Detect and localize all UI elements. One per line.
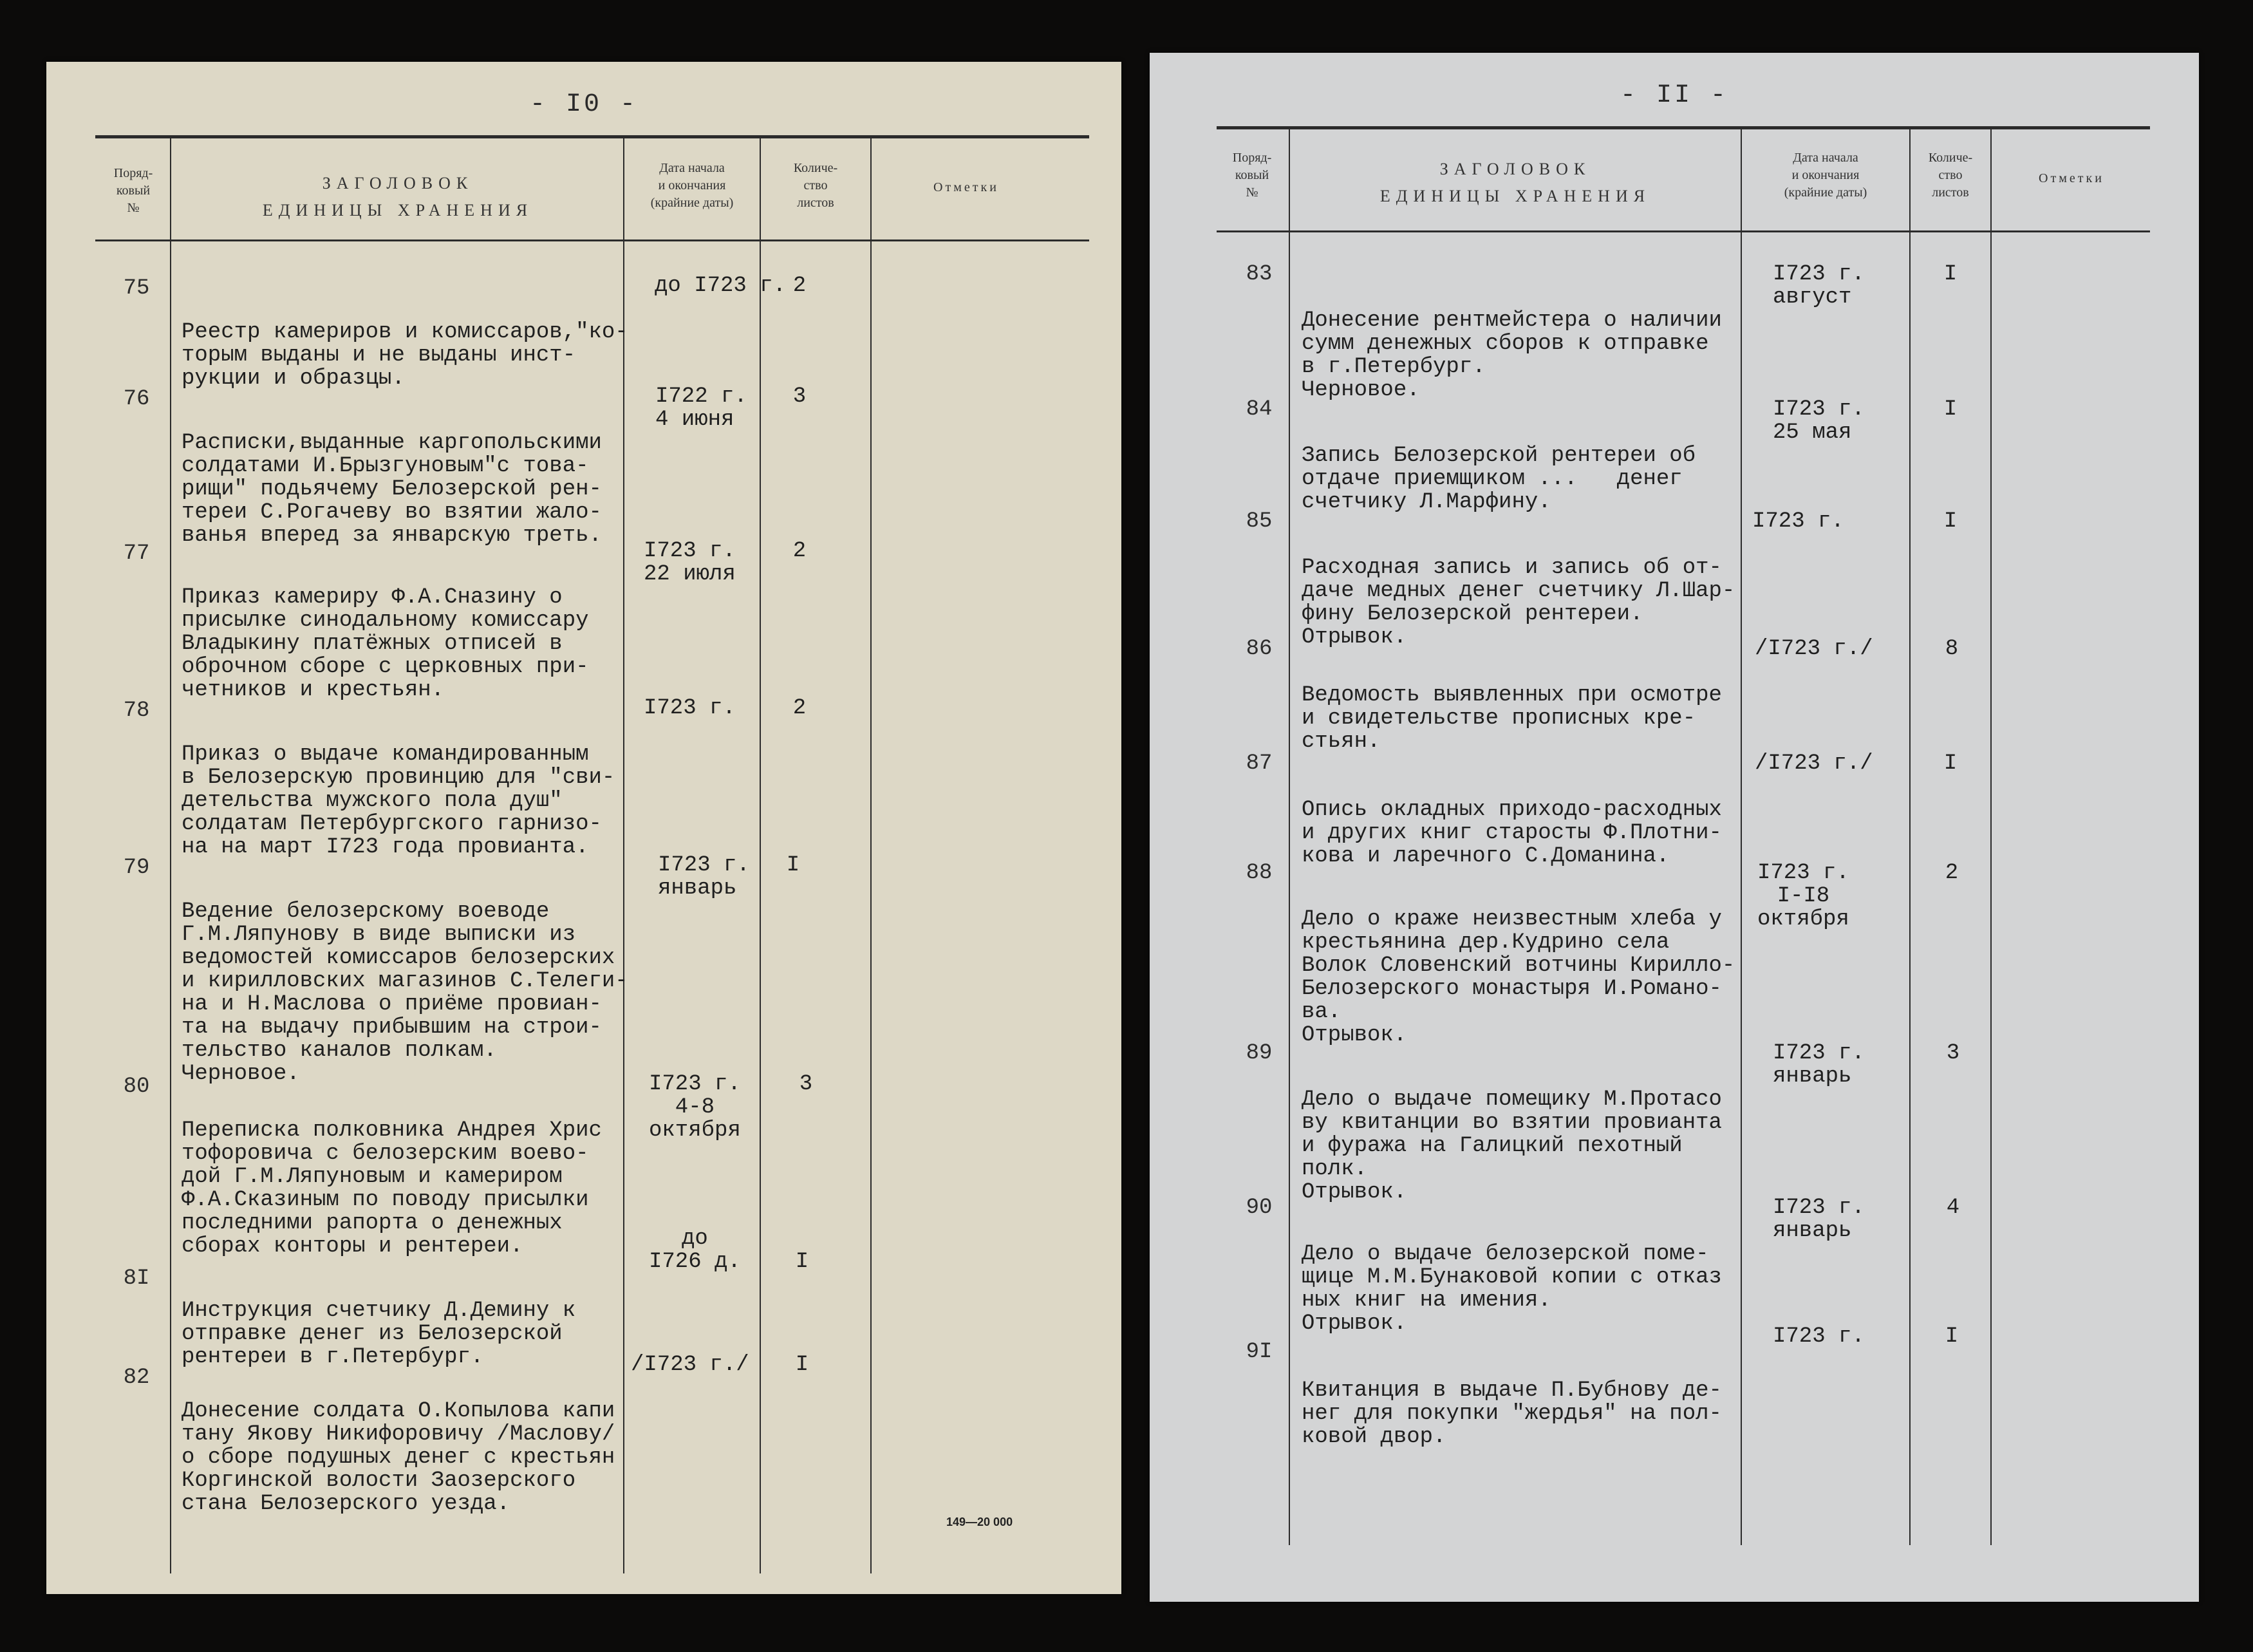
- row-dates: I723 г. январь: [1773, 1196, 1865, 1243]
- row-title: Приказ камериру Ф.А.Сназину о присылке синодальному комиссару Владыкину платёжных отписей в оброчном сборе с церковных при- четников и крестьян.: [182, 585, 589, 702]
- row-number: 90: [1246, 1196, 1273, 1220]
- row-number: 75: [123, 276, 150, 301]
- row-title: Донесение рентмейстера о наличии сумм денежных сборов к отправке в г.Петербург. Черновое.: [1302, 308, 1722, 402]
- row-sheet-count: I: [1943, 262, 1958, 286]
- row-sheet-count: 3: [799, 1072, 813, 1096]
- row-dates: I723 г.: [1752, 509, 1844, 534]
- row-sheet-count: I: [1943, 509, 1958, 534]
- header-col-num: Поряд- ковый №: [1232, 151, 1272, 200]
- row-dates: I723 г. 25 мая: [1773, 397, 1865, 445]
- row-sheet-count: 3: [792, 384, 807, 409]
- header-col-notes: Отметки: [2039, 171, 2104, 185]
- row-title: Инструкция счетчику Д.Демину к отправке денег из Белозерской рентереи в г.Петербург.: [182, 1299, 576, 1369]
- page-11: [1150, 53, 2199, 1602]
- row-title: Донесение солдата О.Копылова капи тану Якову Никифоровичу /Маслову/ о сборе подушных денег с крестьян Коргинской волости Заозерского стана Белозерского уезда.: [182, 1399, 615, 1516]
- row-title: Дело о выдаче белозерской поме- щице М.М.Бунаковой копии с отказ ных книг на имения. Отрывок.: [1302, 1242, 1722, 1336]
- row-sheet-count: I: [1945, 1324, 1959, 1349]
- column-divider: [1741, 129, 1742, 1545]
- header-top-rule: [95, 135, 1089, 138]
- row-number: 87: [1246, 751, 1273, 776]
- header-bottom-rule: [95, 239, 1089, 241]
- row-number: 82: [123, 1366, 150, 1390]
- column-divider: [1990, 129, 1992, 1545]
- header-col-title: ЗАГОЛОВОК ЕДИНИЦЫ ХРАНЕНИЯ: [262, 174, 534, 220]
- row-title: Ведение белозерскому воеводе Г.М.Ляпунову в виде выписки из ведомостей комиссаров белозерских и кирилловских магазинов С.Телеги- на и Н.Маслова о приёме провиан- та на выдачу прибывшим на строи- тельство каналов полкам. Черновое.: [182, 899, 628, 1086]
- header-col-num: Поряд- ковый №: [113, 166, 153, 215]
- row-sheet-count: 2: [792, 696, 807, 720]
- page-number: - I0 -: [529, 90, 639, 119]
- row-title: Переписка полковника Андрея Хрис тофоровича с белозерским воево- дой Г.М.Ляпуновым и камериром Ф.А.Сказиным по поводу присылки последними рапорта о денежных сборах конторы и рентереи.: [182, 1118, 602, 1259]
- row-title: Квитанция в выдаче П.Бубнову де- нег для покупки "жердья" на пол- ковой двор.: [1302, 1378, 1722, 1449]
- row-number: 8I: [123, 1266, 150, 1291]
- page-10: [46, 62, 1121, 1594]
- row-dates: до I726 д.: [649, 1226, 741, 1274]
- row-sheet-count: 4: [1946, 1196, 1960, 1220]
- column-divider: [170, 138, 171, 1573]
- row-title: Приказ о выдаче командированным в Белозерскую провинцию для "сви- детельства мужского пола душ" солдатам Петербургского гарнизо- на на март I723 года провианта.: [182, 742, 615, 859]
- header-col-notes: Отметки: [933, 180, 999, 194]
- row-dates: /I723 г./: [1755, 637, 1873, 661]
- row-number: 89: [1246, 1041, 1273, 1065]
- row-title: Дело о выдаче помещику М.Протасо ву квитанции во взятии провианта и фуража на Галицкий пехотный полк. Отрывок.: [1302, 1087, 1722, 1205]
- row-dates: I723 г. август: [1773, 262, 1865, 310]
- row-sheet-count: I: [786, 853, 800, 878]
- header-bottom-rule: [1217, 230, 2150, 232]
- row-title: Реестр камериров и комиссаров,"ко- торым выданы и не выданы инст- рукции и образцы.: [182, 320, 628, 391]
- header-col-dates: Дата начала и окончания (крайние даты): [650, 161, 734, 210]
- row-number: 79: [123, 856, 150, 880]
- row-dates: I723 г. январь: [1773, 1041, 1865, 1089]
- row-sheet-count: I: [1943, 397, 1958, 422]
- row-number: 9I: [1246, 1340, 1273, 1364]
- page-number: - II -: [1620, 81, 1729, 110]
- header-col-count: Количе- ство листов: [1928, 151, 1973, 200]
- row-title: Расписки,выданные каргопольскими солдатами И.Брызгуновым"с това- рищи" подьячему Белозерской рен- тереи С.Рогачеву во взятии жало- ванья вперед за январскую треть.: [182, 431, 602, 548]
- row-dates: I723 г. I-I8 октября: [1757, 861, 1849, 932]
- row-dates: I723 г.: [644, 696, 736, 720]
- row-sheet-count: 2: [1945, 861, 1959, 885]
- row-number: 80: [123, 1075, 150, 1099]
- print-run-mark: 149—20 000: [946, 1516, 1013, 1528]
- row-sheet-count: I: [795, 1250, 809, 1274]
- header-col-count: Количе- ство листов: [793, 161, 838, 210]
- row-title: Ведомость выявленных при осмотре и свидетельстве прописных кре- стьян.: [1302, 683, 1722, 754]
- row-sheet-count: 2: [792, 539, 807, 563]
- row-title: Расходная запись и запись об от- даче медных денег счетчику Л.Шар- фину Белозерской рентереи. Отрывок.: [1302, 556, 1735, 650]
- row-dates: I722 г. 4 июня: [655, 384, 747, 432]
- row-sheet-count: 2: [792, 274, 807, 298]
- row-dates: /I723 г./: [1755, 751, 1873, 776]
- row-sheet-count: 3: [1946, 1041, 1960, 1065]
- row-number: 85: [1246, 509, 1273, 534]
- row-dates: до I723 г.: [655, 274, 787, 298]
- header-top-rule: [1217, 126, 2150, 129]
- column-divider: [870, 138, 872, 1573]
- row-dates: I723 г. 4-8 октября: [649, 1072, 741, 1143]
- row-sheet-count: I: [795, 1353, 809, 1377]
- row-number: 78: [123, 699, 150, 723]
- row-title: Запись Белозерской рентереи об отдаче приемщиком ... денег счетчику Л.Марфину.: [1302, 444, 1696, 514]
- row-dates: I723 г. январь: [658, 853, 750, 901]
- column-divider: [1289, 129, 1290, 1545]
- column-divider: [1909, 129, 1911, 1545]
- row-title: Опись окладных приходо-расходных и других книг старосты Ф.Плотни- кова и ларечного С.Доманина.: [1302, 798, 1722, 868]
- header-col-dates: Дата начала и окончания (крайние даты): [1784, 151, 1867, 200]
- row-number: 83: [1246, 262, 1273, 286]
- row-dates: I723 г.: [1773, 1324, 1865, 1349]
- row-sheet-count: I: [1943, 751, 1958, 776]
- row-number: 88: [1246, 861, 1273, 885]
- row-number: 76: [123, 387, 150, 411]
- row-number: 84: [1246, 397, 1273, 422]
- row-dates: I723 г. 22 июля: [644, 539, 736, 587]
- header-col-title: ЗАГОЛОВОК ЕДИНИЦЫ ХРАНЕНИЯ: [1379, 160, 1651, 205]
- row-sheet-count: 8: [1945, 637, 1959, 661]
- row-number: 86: [1246, 637, 1273, 661]
- row-number: 77: [123, 541, 150, 566]
- row-dates: /I723 г./: [631, 1353, 749, 1377]
- row-title: Дело о краже неизвестным хлеба у крестьянина дер.Кудрино села Волок Словенский вотчины Кирилло- Белозерского монастыря И.Романо- ва. Отрывок.: [1302, 907, 1735, 1047]
